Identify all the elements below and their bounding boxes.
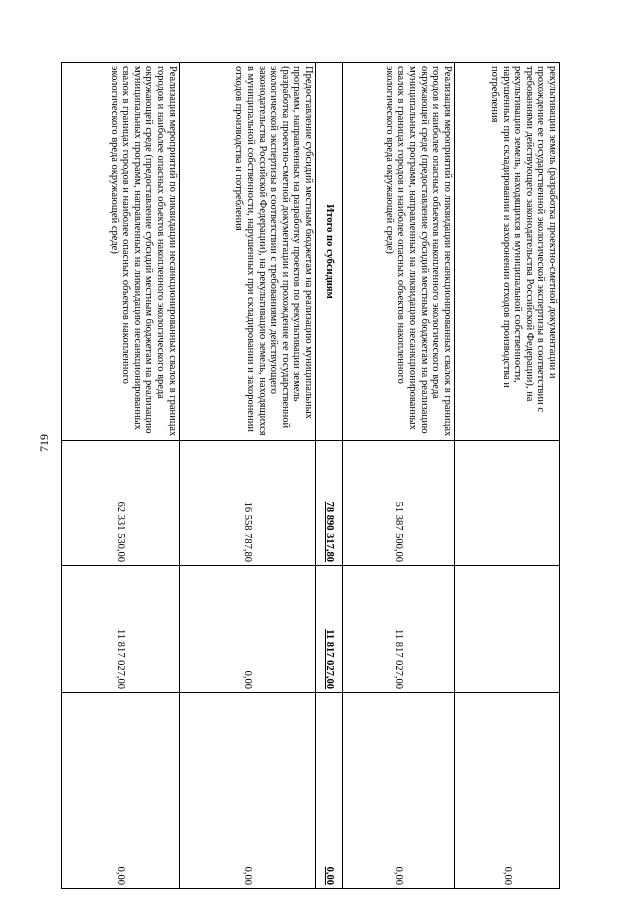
row-description: рекультивации земель (разработка проектно-сметной документации и прохождение ее государственной экологической экспертизы в соответствии с требованиями действующего законодательства Российской Федерации), на рекультивацию земель, находящихся в муниципальной собственности, нарушенных при складировании и захоронении отходов производства и потребления — [454, 63, 559, 441]
row-value-2: 11 817 027,00 — [342, 566, 454, 693]
row-description: Итого по субсидиям — [316, 63, 343, 441]
row-value-3: 0,00 — [179, 693, 316, 889]
row-value-1: 51 387 500,00 — [342, 441, 454, 566]
row-description: Предоставление субсидий местным бюджетам на реализацию муниципальных программ, направленных на разработку проектов по рекультивации земель (разработка проектно-сметной документации и прохождение ее государственной экологической экспертизы в соответствии с требованиями действующего законодательства Российской Федерации), на рекультивацию земель, находящихся в муниципальной собственности, нарушенных при складировании и захоронении отходов производства и потребления — [179, 63, 316, 441]
row-value-1: 78 890 317,80 — [316, 441, 343, 566]
table-row — [179, 63, 316, 889]
row-description: Реализация мероприятий по ликвидации несанкционированных свалок в границах городов и наиболее опасных объектов накопленного экологического вреда окружающей среде (предоставление субсидий местным бюджетам на реализацию муниципальных программ, направленных на ликвидацию несанкционированных свалок в границах городов и наиболее опасных объектов накопленного экологического вреда окружающей среде) — [342, 63, 454, 441]
page-number: 719 — [37, 434, 51, 452]
row-value-3: 0,00 — [62, 693, 180, 889]
table-row-total — [316, 63, 343, 889]
row-value-2: 11 817 027,00 — [316, 566, 343, 693]
row-value-2: 11 817 027,00 — [62, 566, 180, 693]
row-value-3: 0,00 — [316, 693, 343, 889]
table-row — [62, 63, 180, 889]
row-description: Реализация мероприятий по ликвидации несанкционированных свалок в границах городов и наиболее опасных объектов накопленного экологического вреда окружающей среде (предоставление субсидий местным бюджетам на реализацию муниципальных программ, направленных на ликвидацию несанкционированных свалок в границах городов и наиболее опасных объектов накопленного экологического вреда окружающей среде) — [62, 63, 180, 441]
row-value-1 — [454, 441, 559, 566]
row-value-2 — [454, 566, 559, 693]
row-value-3: 0,00 — [454, 693, 559, 889]
subsidy-table-container — [61, 62, 560, 888]
subsidy-table — [61, 62, 560, 889]
row-value-2: 0,00 — [179, 566, 316, 693]
row-value-1: 62 331 530,00 — [62, 441, 180, 566]
row-value-1: 16 558 787,80 — [179, 441, 316, 566]
row-value-3: 0,00 — [342, 693, 454, 889]
table-row — [454, 63, 559, 889]
table-row — [342, 63, 454, 889]
